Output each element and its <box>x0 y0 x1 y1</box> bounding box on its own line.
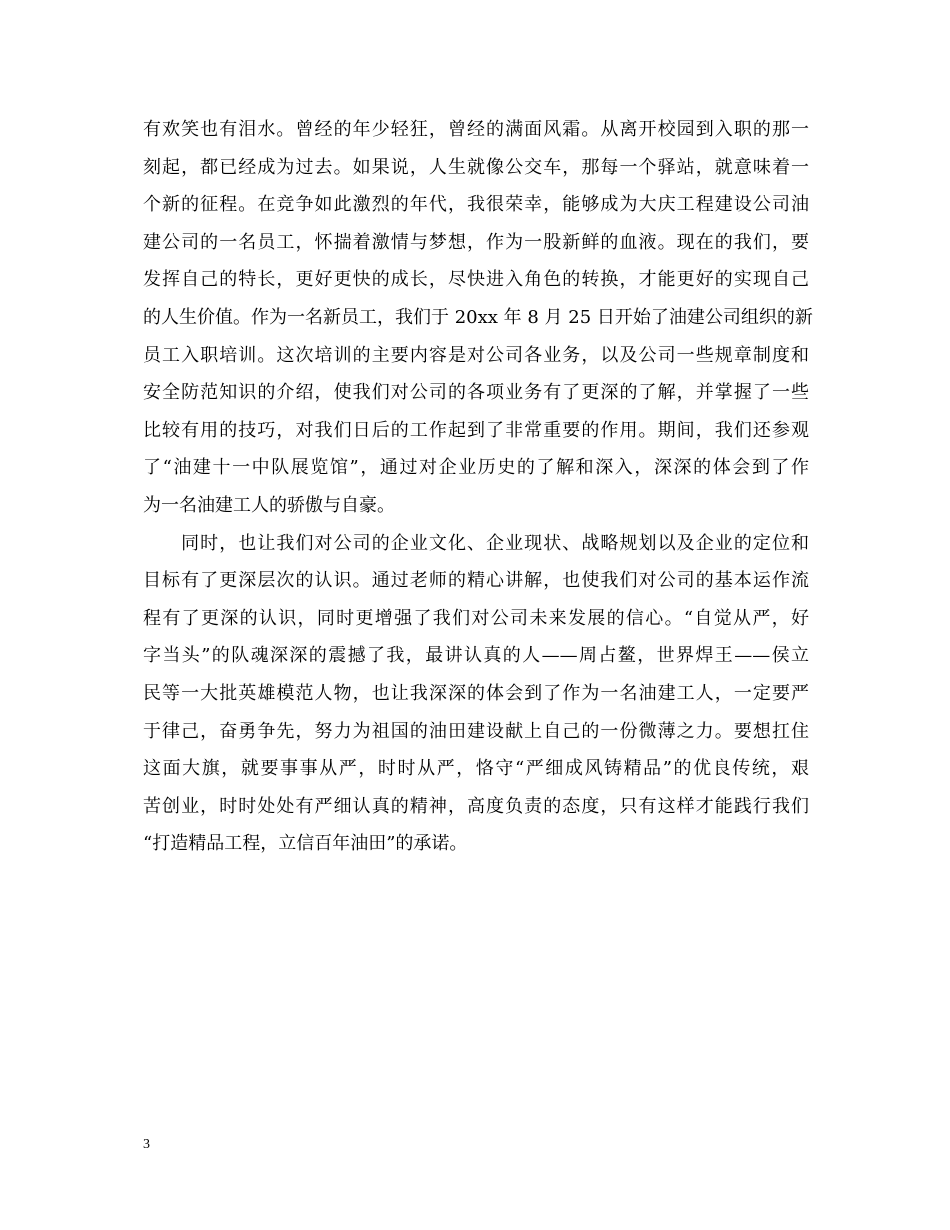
text-line: 为一名油建工人的骄傲与自豪。 <box>143 494 395 516</box>
text-line: 的人生价值。作为一名新员工，我们于 20xx 年 8 月 25 日开始了油建公司组织的新 <box>143 306 813 328</box>
page-number: 3 <box>143 1137 150 1152</box>
text-line: 员工入职培训。这次培训的主要内容是对公司各业务，以及公司一些规章制度和 <box>143 344 809 366</box>
text-line: 程有了更深的认识，同时更增强了我们对公司未来发展的信心。“自觉从严，好 <box>143 607 809 629</box>
paragraph-1 <box>143 111 813 525</box>
text-line: 建公司的一名员工，怀揣着激情与梦想，作为一股新鲜的血液。现在的我们，要 <box>143 231 809 253</box>
text-line: 刻起，都已经成为过去。如果说，人生就像公交车，那每一个驿站，就意味着一 <box>143 156 809 178</box>
text-line: 这面大旗，就要事事从严，时时从严，恪守“严细成风铸精品”的优良传统，艰 <box>143 758 809 780</box>
text-line: 苦创业，时时处处有严细认真的精神，高度负责的态度，只有这样才能践行我们 <box>143 795 809 817</box>
text-line: 于律己，奋勇争先，努力为祖国的油田建设献上自己的一份微薄之力。要想扛住 <box>143 720 809 742</box>
text-line: 了“油建十一中队展览馆”，通过对企业历史的了解和深入，深深的体会到了作 <box>143 457 809 479</box>
body-text <box>143 111 813 863</box>
paragraph-2 <box>143 525 809 863</box>
text-line: 安全防范知识的介绍，使我们对公司的各项业务有了更深的了解，并掌握了一些 <box>143 382 809 404</box>
text-line: 有欢笑也有泪水。曾经的年少轻狂，曾经的满面风霜。从离开校园到入职的那一 <box>143 119 809 140</box>
text-line: 字当头”的队魂深深的震撼了我，最讲认真的人——周占鳌，世界焊王——侯立 <box>143 645 809 667</box>
text-line: 比较有用的技巧，对我们日后的工作起到了非常重要的作用。期间，我们还参观 <box>143 419 809 441</box>
text-line: 发挥自己的特长，更好更快的成长，尽快进入角色的转换，才能更好的实现自己 <box>143 269 809 291</box>
text-line: 目标有了更深层次的认识。通过老师的精心讲解，也使我们对公司的基本运作流 <box>143 570 809 592</box>
text-line: “打造精品工程，立信百年油田”的承诺。 <box>143 833 468 855</box>
text-line: 民等一大批英雄模范人物，也让我深深的体会到了作为一名油建工人，一定要严 <box>143 682 809 704</box>
text-line: 个新的征程。在竞争如此激烈的年代，我很荣幸，能够成为大庆工程建设公司油 <box>143 194 809 216</box>
text-line: 同时，也让我们对公司的企业文化、企业现状、战略规划以及企业的定位和 <box>143 532 809 554</box>
